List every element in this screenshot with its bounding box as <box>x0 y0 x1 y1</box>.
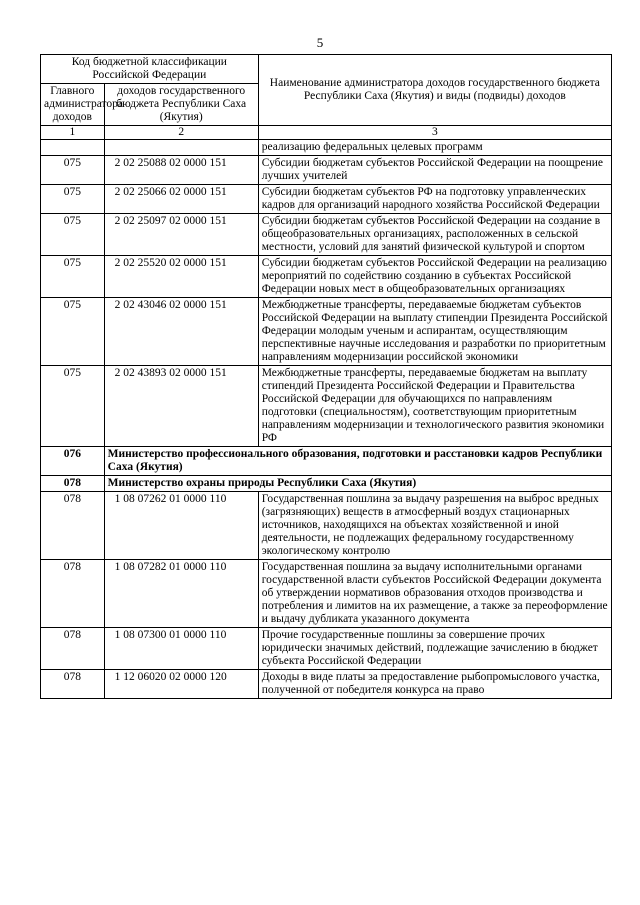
admin-code: 075 <box>41 298 105 366</box>
budget-code: 2 02 25066 02 0000 151 <box>104 185 258 214</box>
budget-code: 2 02 25088 02 0000 151 <box>104 156 258 185</box>
table-row <box>41 156 612 185</box>
budget-classification-table <box>40 54 612 699</box>
table-row <box>41 366 612 447</box>
income-description: Государственная пошлина за выдачу исполнительными органами государственной власти субъектов Российской Федерации документа об утверждении нормативов образования отходов производства и потребления и лимитов на их размещение, а также за переоформление и выдачу дубликата указанного документа <box>258 560 611 628</box>
page-number: 5 <box>316 35 324 50</box>
column-number-3: 3 <box>258 126 611 140</box>
admin-code: 075 <box>41 185 105 214</box>
administrator-name: Министерство охраны природы Республики Саха (Якутия) <box>104 476 611 492</box>
table-row <box>41 214 612 256</box>
admin-code: 075 <box>41 256 105 298</box>
column-number-row <box>41 126 612 140</box>
table-row <box>41 256 612 298</box>
table-row <box>41 628 612 670</box>
income-description: Межбюджетные трансферты, передаваемые бюджетам на выплату стипендий Президента Российской Федерации и Правительства Российской Федерации для обучающихся по направлениям подготовки (специальностям), соответствующим приоритетным направлениям модернизации и технологического развития экономики РФ <box>258 366 611 447</box>
table-row <box>41 670 612 699</box>
budget-code: 1 08 07282 01 0000 110 <box>104 560 258 628</box>
column-number-2: 2 <box>104 126 258 140</box>
admin-code: 078 <box>41 560 105 628</box>
admin-code: 076 <box>41 447 105 476</box>
admin-code: 078 <box>41 670 105 699</box>
continuation-row <box>41 140 612 156</box>
income-description: Доходы в виде платы за предоставление рыбопромыслового участка, полученной от победителя конкурса на право <box>258 670 611 699</box>
header-group-title: Код бюджетной классификации Российской Федерации <box>41 55 259 84</box>
admin-code: 075 <box>41 366 105 447</box>
table-row <box>41 298 612 366</box>
budget-code: 2 02 43046 02 0000 151 <box>104 298 258 366</box>
budget-code: 2 02 43893 02 0000 151 <box>104 366 258 447</box>
table-row <box>41 185 612 214</box>
income-description: Субсидии бюджетам субъектов РФ на подготовку управленческих кадров для организаций народного хозяйства Российской Федерации <box>258 185 611 214</box>
administrator-name: Министерство профессионального образования, подготовки и расстановки кадров Республики Саха (Якутия) <box>104 447 611 476</box>
admin-code: 078 <box>41 476 105 492</box>
income-description: Субсидии бюджетам субъектов Российской Федерации на создание в общеобразовательных организациях, расположенных в сельской местности, условий для занятий физической культурой и спортом <box>258 214 611 256</box>
budget-code: 2 02 25520 02 0000 151 <box>104 256 258 298</box>
admin-code: 075 <box>41 214 105 256</box>
income-description: Государственная пошлина за выдачу разрешения на выброс вредных (загрязняющих) веществ в атмосферный воздух стационарных источников, находящихся на объектах хозяйственной и иной деятельности, не подлежащих федеральному государственному экологическому контролю <box>258 492 611 560</box>
income-description: Прочие государственные пошлины за совершение прочих юридически значимых действий, подлежащие зачислению в бюджет субъекта Российской Федерации <box>258 628 611 670</box>
income-description: Субсидии бюджетам субъектов Российской Федерации на поощрение лучших учителей <box>258 156 611 185</box>
table-row <box>41 560 612 628</box>
income-description: Субсидии бюджетам субъектов Российской Федерации на реализацию мероприятий по содействию созданию в субъектах Российской Федерации новых мест в общеобразовательных организациях <box>258 256 611 298</box>
column-number-1: 1 <box>41 126 105 140</box>
administrator-row <box>41 447 612 476</box>
header-col3: Наименование администратора доходов государственного бюджета Республики Саха (Якутия) и виды (подвиды) доходов <box>258 55 611 126</box>
budget-code: 1 12 06020 02 0000 120 <box>104 670 258 699</box>
budget-code: 2 02 25097 02 0000 151 <box>104 214 258 256</box>
header-row <box>41 55 612 84</box>
administrator-row <box>41 476 612 492</box>
admin-code: 078 <box>41 628 105 670</box>
budget-code: 1 08 07300 01 0000 110 <box>104 628 258 670</box>
header-col2: доходов государственного бюджета Республики Саха (Якутия) <box>104 84 258 126</box>
continuation-text: реализацию федеральных целевых программ <box>258 140 611 156</box>
admin-code: 078 <box>41 492 105 560</box>
admin-code: 075 <box>41 156 105 185</box>
header-col1: Главного администратора доходов <box>41 84 105 126</box>
income-description: Межбюджетные трансферты, передаваемые бюджетам субъектов Российской Федерации на выплату стипендии Президента Российской Федерации молодым ученым и аспирантам, осуществляющим перспективные научные исследования и разработки по приоритетным направлениям модернизации российской экономики <box>258 298 611 366</box>
budget-code: 1 08 07262 01 0000 110 <box>104 492 258 560</box>
table-row <box>41 492 612 560</box>
